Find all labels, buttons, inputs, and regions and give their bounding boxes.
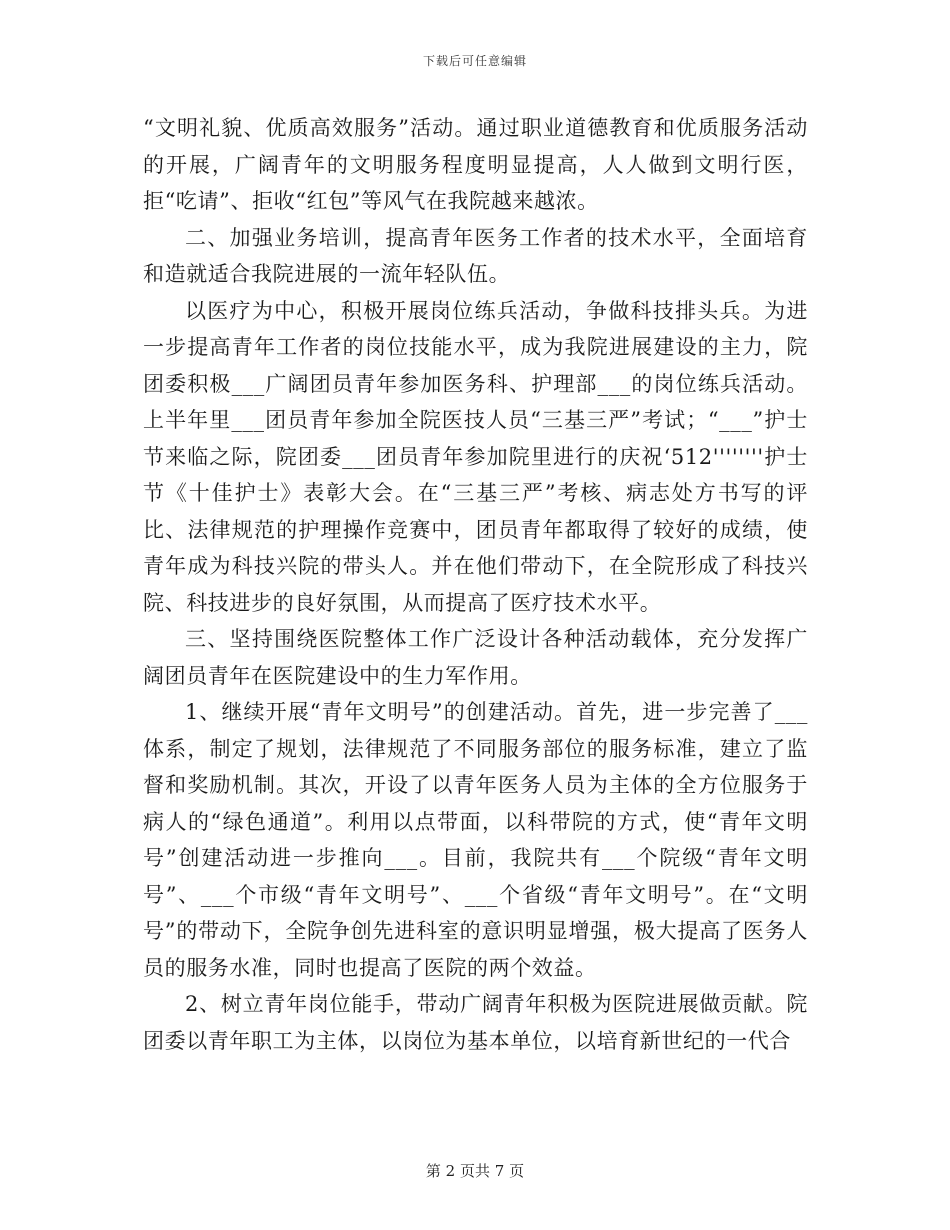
- page-number: 第 2 页共 7 页: [425, 1162, 525, 1180]
- paragraph-2: 二、加强业务培训，提高青年医务工作者的技术水平，全面培育和造就适合我院进展的一流年轻队伍。: [143, 225, 808, 286]
- paragraph-6: 2、树立青年岗位能手，带动广阔青年积极为医院进展做贡献。院团委以青年职工为主体，以岗位为基本单位，以培育新世纪的一代合: [143, 992, 808, 1053]
- paragraph-4: 三、坚持围绕医院整体工作广泛设计各种活动载体，充分发挥广阔团员青年在医院建设中的生力军作用。: [143, 627, 808, 688]
- document-body: [143, 110, 808, 1059]
- page-header-note: 下载后可任意编辑: [422, 54, 527, 68]
- paragraph-1: “文明礼貌、优质高效服务”活动。通过职业道德教育和优质服务活动的开展，广阔青年的文明服务程度明显提高，人人做到文明行医，拒“吃请”、拒收“红包”等风气在我院越来越浓。: [143, 116, 808, 213]
- paragraph-5: 1、继续开展“青年文明号”的创建活动。首先，进一步完善了___体系，制定了规划，法律规范了不同服务部位的服务标准，建立了监督和奖励机制。其次，开设了以青年医务人员为主体的全方位服务于病人的“绿色通道”。利用以点带面，以科带院的方式，使“青年文明号”创建活动进一步推向___。目前，我院共有___个院级“青年文明号”、___个市级“青年文明号”、___个省级“青年文明号”。在“文明号”的带动下，全院争创先进科室的意识明显增强，极大提高了医务人员的服务水准，同时也提高了医院的两个效益。: [143, 700, 808, 980]
- paragraph-3: 以医疗为中心，积极开展岗位练兵活动，争做科技排头兵。为进一步提高青年工作者的岗位技能水平，成为我院进展建设的主力，院团委积极___广阔团员青年参加医务科、护理部___的岗位练兵活动。上半年里___团员青年参加全院医技人员“三基三严”考试；“___”护士节来临之际，院团委___团员青年参加院里进行的庆祝‘512''''''''护士节《十佳护士》表彰大会。在“三基三严”考核、病志处方书写的评比、法律规范的护理操作竞赛中，团员青年都取得了较好的成绩，使青年成为科技兴院的带头人。并在他们带动下，在全院形成了科技兴院、科技进步的良好氛围，从而提高了医疗技术水平。: [143, 298, 808, 615]
